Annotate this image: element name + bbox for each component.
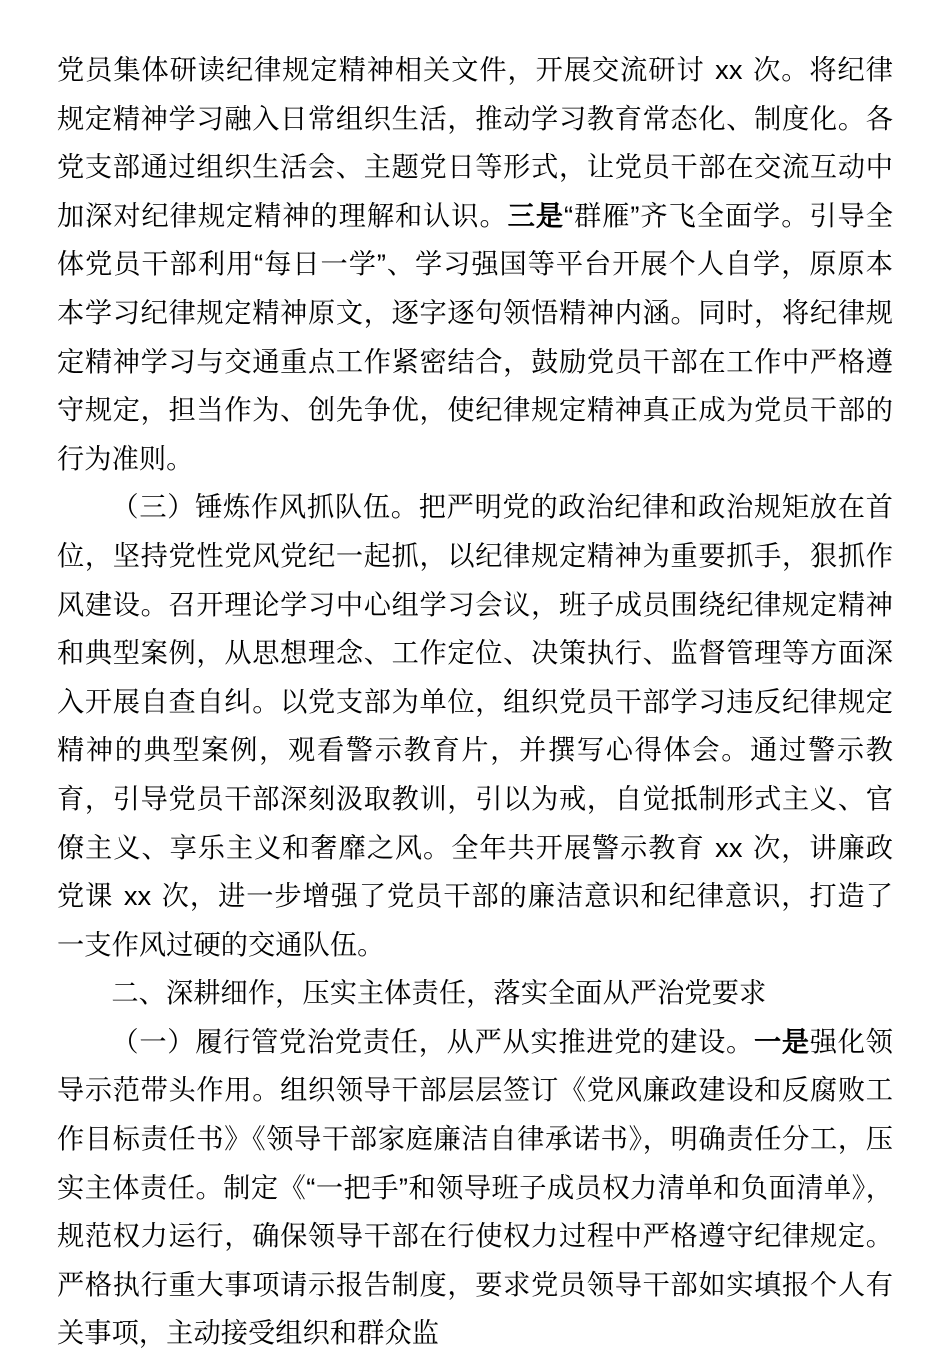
emphasis-run: 三是 [507,199,564,231]
text-run: 次，讲廉政党课 [57,831,893,912]
placeholder-run: xx [715,54,743,85]
text-run: 党员集体研读纪律规定精神相关文件，开展交流研讨 [57,54,714,85]
text-run: 强化领导示范带头作用。组织领导干部层层签订《党风廉政建设和反腐败工作目标责任书》《领导干部家庭廉洁自律承诺书》，明确责任分工，压实主体责任。制定《“一把手”和领导班子成员权力清单和负面清单》，规范权力运行，确保领导干部在行使权力过程中严格遵守纪律规定。严格执行重大事项请示报告制度，要求党员领导干部如实填报个人有关事项，主动接受组织和群众监 [57,1025,893,1349]
body-paragraph [57,483,893,969]
emphasis-run: 一是 [753,1025,810,1057]
text-run: 二、深耕细作，压实主体责任，落实全面从严治党要求 [111,977,767,1009]
placeholder-run: xx [715,831,743,863]
text-run: （三）锤炼作风抓队伍。把严明党的政治纪律和政治规矩放在首位，坚持党性党风党纪一起抓，以纪律规定精神为重要抓手，狠抓作风建设。召开理论学习中心组学习会议，班子成员围绕纪律规定精神和典型案例，从思想理念、工作定位、决策执行、监督管理等方面深入开展自查自纠。以党支部为单位，组织党员干部学习违反纪律规定精神的典型案例，观看警示教育片，并撰写心得体会。通过警示教育，引导党员干部深刻汲取教训，引以为戒，自觉抵制形式主义、官僚主义、享乐主义和奢靡之风。全年共开展警示教育 [57,491,893,863]
text-run: （一）履行管党治党责任，从严从实推进党的建设。 [111,1025,754,1057]
text-run: 次。将纪律规定精神学习融入日常组织生活，推动学习教育常态化、制度化。各党支部通过组织生活会、主题党日等形式，让党员干部在交流互动中加深对纪律规定精神的理解和认识。 [57,54,893,231]
document-body [57,46,893,1358]
text-run: “群雁”齐飞全面学。引导全体党员干部利用“每日一学”、学习强国等平台开展个人自学，原原本本学习纪律规定精神原文，逐字逐句领悟精神内涵。同时，将纪律规定精神学习与交通重点工作紧密结合，鼓励党员干部在工作中严格遵守规定，担当作为、创先争优，使纪律规定精神真正成为党员干部的行为准则。 [57,199,894,474]
text-run: 次，进一步增强了党员干部的廉洁意识和纪律意识，打造了一支作风过硬的交通队伍。 [57,880,893,960]
placeholder-run: xx [123,880,152,912]
body-paragraph [57,1018,893,1358]
body-paragraph [57,46,893,483]
section-heading [57,969,893,1018]
